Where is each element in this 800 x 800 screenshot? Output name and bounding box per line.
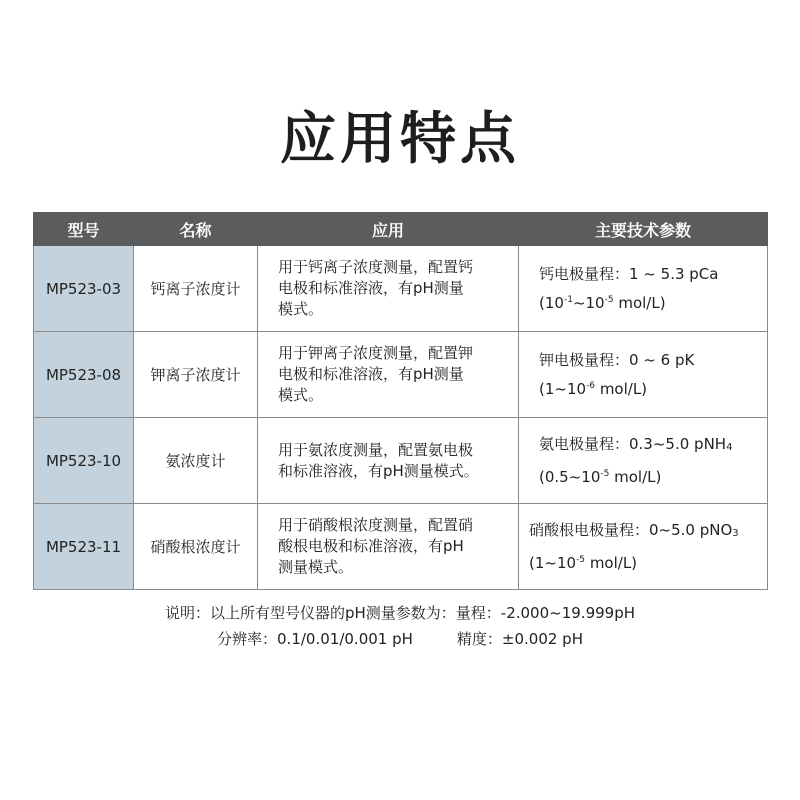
application-cell — [258, 504, 519, 590]
application-line: 用于钾离子浓度测量，配置钾 — [278, 344, 474, 362]
spec-concentration: ($1\sim 10^{-6}$ mol/L) — [539, 380, 648, 398]
spec-range: 钙电极量程：1 ~ 5.3 pCa — [539, 265, 719, 283]
model-cell: MP523-03 — [34, 246, 134, 332]
name-cell: 氨浓度计 — [134, 418, 258, 504]
model-cell: MP523-08 — [34, 332, 134, 418]
model-cell: MP523-10 — [34, 418, 134, 504]
note-ph-range: 说明：以上所有型号仪器的pH测量参数为：量程：-2.000~19.999pH — [164, 604, 635, 622]
note-accuracy: 精度：±0.002 pH — [456, 630, 583, 648]
spec-range: 钾电极量程：0 ~ 6 pK — [539, 351, 695, 369]
header-spec: 主要技术参数 — [519, 213, 768, 246]
spec-concentration: ($10^{-1}\sim 10^{-5}$ mol/L) — [539, 294, 666, 312]
name-cell: 钙离子浓度计 — [134, 246, 258, 332]
table-row — [34, 418, 768, 504]
model-cell: MP523-11 — [34, 504, 134, 590]
note-resolution: 分辨率：0.1/0.01/0.001 pH — [217, 630, 413, 648]
name-cell: 钾离子浓度计 — [134, 332, 258, 418]
spec-cell — [519, 332, 768, 418]
application-line: 酸根电极和标准溶液，有pH — [278, 537, 464, 555]
application-line: 电极和标准溶液，有pH测量 — [278, 365, 464, 383]
application-line: 和标准溶液，有pH测量模式。 — [278, 461, 479, 480]
spec-concentration: ($0.5\sim 10^{-5}$ mol/L) — [539, 468, 662, 486]
spec-table — [33, 212, 768, 590]
application-cell — [258, 332, 519, 418]
spec-range: 氨电极量程：0.3~5.0 pNH4 — [539, 435, 733, 453]
spec-cell — [519, 504, 768, 590]
application-line: 模式。 — [278, 386, 324, 404]
header-model: 型号 — [34, 213, 134, 246]
application-cell — [258, 418, 519, 504]
name-cell: 硝酸根浓度计 — [134, 504, 258, 590]
table-header-row — [34, 213, 768, 246]
page-title: 应用特点 — [280, 107, 520, 172]
spec-cell — [519, 418, 768, 504]
table-row — [34, 246, 768, 332]
application-line: 用于硝酸根浓度测量，配置硝 — [278, 516, 474, 534]
application-line: 电极和标准溶液，有pH测量 — [278, 279, 464, 297]
table-row — [34, 332, 768, 418]
application-line: 测量模式。 — [278, 558, 354, 576]
application-cell — [258, 246, 519, 332]
header-name: 名称 — [134, 213, 258, 246]
note-ph-resolution-accuracy — [0, 628, 800, 649]
header-application: 应用 — [258, 213, 519, 246]
spec-concentration: ($1\sim 10^{-5}$ mol/L) — [529, 554, 638, 572]
application-line: 模式。 — [278, 300, 324, 318]
table-row — [34, 504, 768, 590]
application-line: 用于钙离子浓度测量，配置钙 — [278, 258, 474, 276]
application-line: 用于氨浓度测量，配置氨电极 — [278, 440, 474, 459]
spec-cell — [519, 246, 768, 332]
spec-range: 硝酸根电极量程：0~5.0 pNO3 — [529, 521, 739, 539]
